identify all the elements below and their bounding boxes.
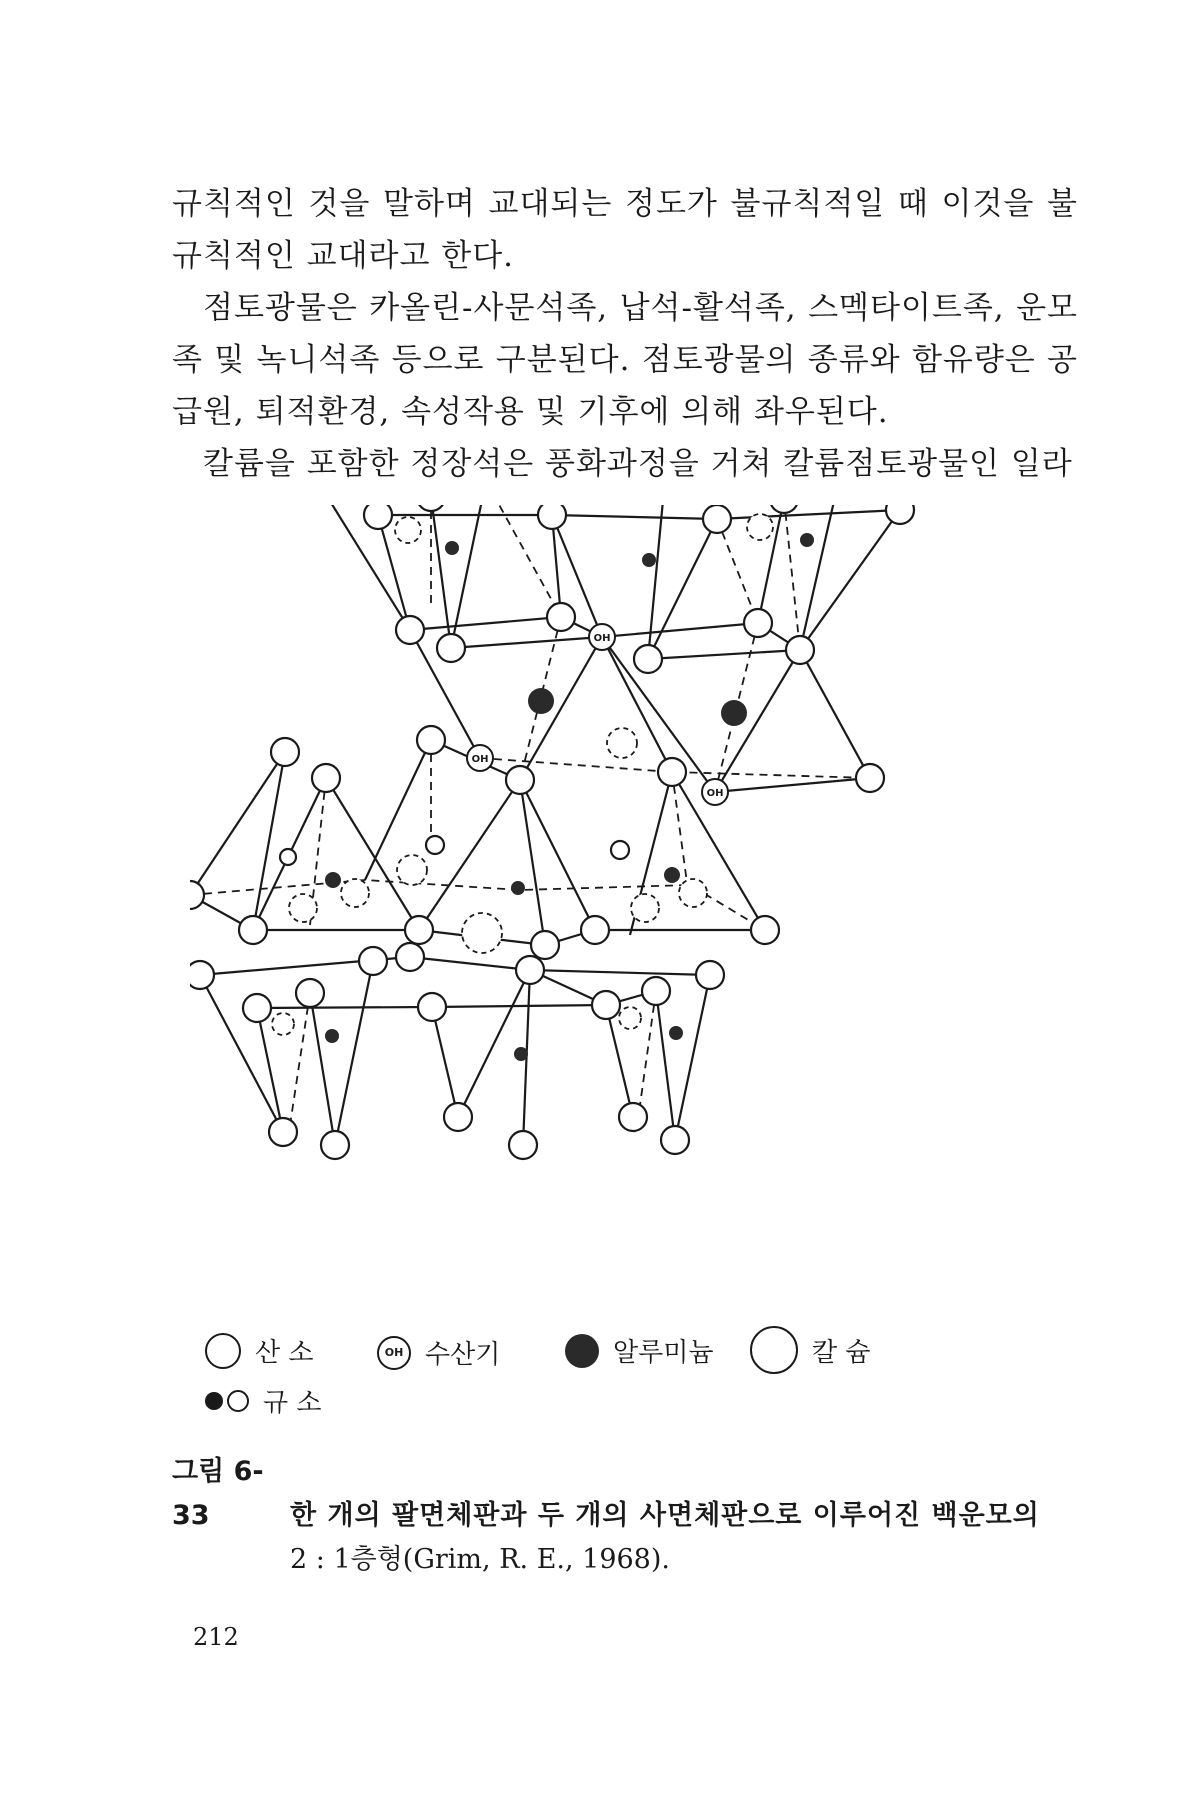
bot-edge-4 xyxy=(326,778,419,930)
oxygen-atom xyxy=(642,977,670,1005)
oxygen-atom xyxy=(296,979,324,1007)
hidden-oxygen-5 xyxy=(679,879,707,907)
oxygen-atom xyxy=(531,931,559,959)
silicon-atom xyxy=(642,553,656,567)
legend xyxy=(205,1332,985,1442)
mid-oxygen-line-3 xyxy=(648,650,800,659)
low-edge-4 xyxy=(335,961,373,1145)
oxygen-atom xyxy=(506,766,534,794)
hidden-oxygen-1 xyxy=(607,728,637,758)
oxygen-atom xyxy=(770,505,798,513)
oxygen-atom xyxy=(243,994,271,1022)
open-dot-icon xyxy=(227,1390,249,1412)
oxygen-atom xyxy=(538,505,566,529)
filled-dot-icon xyxy=(205,1392,223,1410)
legend-potassium-label: 칼 슘 xyxy=(812,1337,871,1368)
oxygen-atom xyxy=(856,764,884,792)
hidden-si-2 xyxy=(747,514,773,540)
oxygen-atom xyxy=(696,961,724,989)
top-edge-10 xyxy=(800,505,840,650)
silicon-atom xyxy=(445,541,459,555)
oxygen-atom xyxy=(190,881,204,909)
oxygen-atom xyxy=(359,947,387,975)
bot-oxygen-line xyxy=(253,930,765,945)
oxygen-atom xyxy=(437,634,465,662)
hidden-oxygen-3 xyxy=(341,879,369,907)
silicon-atom xyxy=(325,1029,339,1043)
top-edge-7 xyxy=(648,505,665,659)
silicon-symbol-icon xyxy=(205,1390,249,1412)
oxygen-atom xyxy=(417,726,445,754)
legend-aluminum xyxy=(565,1332,713,1369)
aluminum-symbol-icon xyxy=(565,1334,599,1368)
paragraph-2: 점토광물은 카올린-사문석족, 납석-활석족, 스멕타이트족, 운모족 및 녹니석족 등으로 구분된다. 점토광물의 종류와 함유량은 공급원, 퇴적환경, 속성작용 및 기후에 의해 좌우된다. xyxy=(172,290,1078,430)
oxygen-atom xyxy=(396,616,424,644)
low-edge-7 xyxy=(458,970,530,1117)
low-edge-3 xyxy=(310,993,335,1145)
oxygen-atom xyxy=(417,505,445,511)
hidden-potassium xyxy=(462,913,502,953)
hydroxyl-symbol-icon: OH xyxy=(377,1336,411,1370)
dashed-12 xyxy=(290,993,310,1125)
oxygen-atom xyxy=(509,1131,537,1159)
legend-hydroxyl xyxy=(377,1334,500,1371)
page-number: 212 xyxy=(193,1623,239,1651)
body-text xyxy=(172,178,1078,490)
oxygen-atom xyxy=(516,956,544,984)
aluminum-atom xyxy=(528,688,554,714)
oxygen-atom xyxy=(444,1103,472,1131)
potassium-symbol-icon xyxy=(750,1326,798,1374)
caption-text: 한 개의 팔면체판과 두 개의 사면체판으로 이루어진 백운모의 xyxy=(290,1500,1040,1531)
low-edge-9 xyxy=(656,991,675,1140)
legend-hydroxyl-label: 수산기 xyxy=(425,1340,501,1370)
legend-silicon xyxy=(205,1382,322,1419)
low-edge-1 xyxy=(200,975,283,1132)
figure-caption xyxy=(172,1450,1078,1582)
silicon-atom xyxy=(325,872,341,888)
low-oxygen-line-1 xyxy=(200,957,710,975)
oxygen-atom xyxy=(658,758,686,786)
top-edge-5 xyxy=(552,515,561,617)
legend-oxygen xyxy=(205,1332,314,1369)
caption-line-1 xyxy=(172,1450,1078,1538)
oxygen-atom-small xyxy=(280,849,296,865)
oxygen-atom xyxy=(661,1126,689,1154)
muscovite-structure-diagram xyxy=(190,505,1010,1295)
oxygen-atom xyxy=(321,1131,349,1159)
figure-number: 그림 6-33 xyxy=(172,1456,264,1531)
hidden-si-3 xyxy=(272,1013,294,1035)
hidden-oxygen-6 xyxy=(631,894,659,922)
oxygen-symbol-icon xyxy=(205,1333,241,1369)
caption-line-2: 2 : 1층형(Grim, R. E., 1968). xyxy=(290,1544,670,1575)
mid-oxygen-line-2 xyxy=(451,637,602,648)
aluminum-atom xyxy=(721,700,747,726)
diagram-svg xyxy=(190,505,1010,1295)
silicon-atom xyxy=(800,533,814,547)
oxygen-atom xyxy=(312,764,340,792)
oxygen-atom xyxy=(592,991,620,1019)
oxygen-atom xyxy=(271,738,299,766)
oxygen-atom xyxy=(547,603,575,631)
hidden-oxygen-4 xyxy=(289,894,317,922)
legend-aluminum-label: 알루미늄 xyxy=(613,1338,714,1368)
oxygen-atom xyxy=(581,916,609,944)
hidden-si-4 xyxy=(619,1007,641,1029)
oxygen-atom xyxy=(751,916,779,944)
dashed-13 xyxy=(640,991,656,1105)
paragraph-3: 칼륨을 포함한 정장석은 풍화과정을 거쳐 칼륨점토광물인 일라 xyxy=(203,446,1073,482)
silicon-atom xyxy=(669,1026,683,1040)
bot-edge-2 xyxy=(253,752,285,930)
oxygen-atom xyxy=(364,505,392,529)
silicon-atom xyxy=(511,881,525,895)
oxygen-atom xyxy=(886,505,914,524)
top-oxygen-line-2 xyxy=(378,510,900,519)
oxygen-atom xyxy=(418,993,446,1021)
oct-edge-7 xyxy=(715,778,870,792)
hidden-oxygen-2 xyxy=(397,855,427,885)
oxygen-atom xyxy=(619,1103,647,1131)
oxygen-atom xyxy=(634,645,662,673)
oxygen-atom xyxy=(239,916,267,944)
low-edge-5 xyxy=(432,1007,458,1117)
oxygen-atom xyxy=(269,1118,297,1146)
legend-silicon-label: 규 소 xyxy=(263,1388,322,1418)
hidden-si-1 xyxy=(395,517,421,543)
oxygen-atom xyxy=(396,943,424,971)
paragraph-1: 규칙적인 것을 말하며 교대되는 정도가 불규칙적일 때 이것을 불규칙적인 교대라고 한다. xyxy=(172,186,1078,274)
oxygen-atom-small xyxy=(611,841,629,859)
bot-edge-1 xyxy=(190,752,285,895)
silicon-atom xyxy=(664,867,680,883)
oh-label: OH xyxy=(706,788,724,799)
legend-oxygen-label: 산 소 xyxy=(255,1338,314,1368)
oxygen-atom xyxy=(744,609,772,637)
oxygen-atom xyxy=(703,505,731,533)
oxygen-atom xyxy=(405,916,433,944)
low-edge-10 xyxy=(675,975,710,1140)
silicon-atom xyxy=(514,1047,528,1061)
oxygen-atom xyxy=(190,961,214,989)
legend-potassium xyxy=(750,1326,871,1374)
oxygen-atom-small xyxy=(426,836,444,854)
oh-label: OH xyxy=(471,754,489,765)
oh-label: OH xyxy=(593,633,611,644)
dashed-5 xyxy=(784,505,800,650)
oxygen-atom xyxy=(786,636,814,664)
